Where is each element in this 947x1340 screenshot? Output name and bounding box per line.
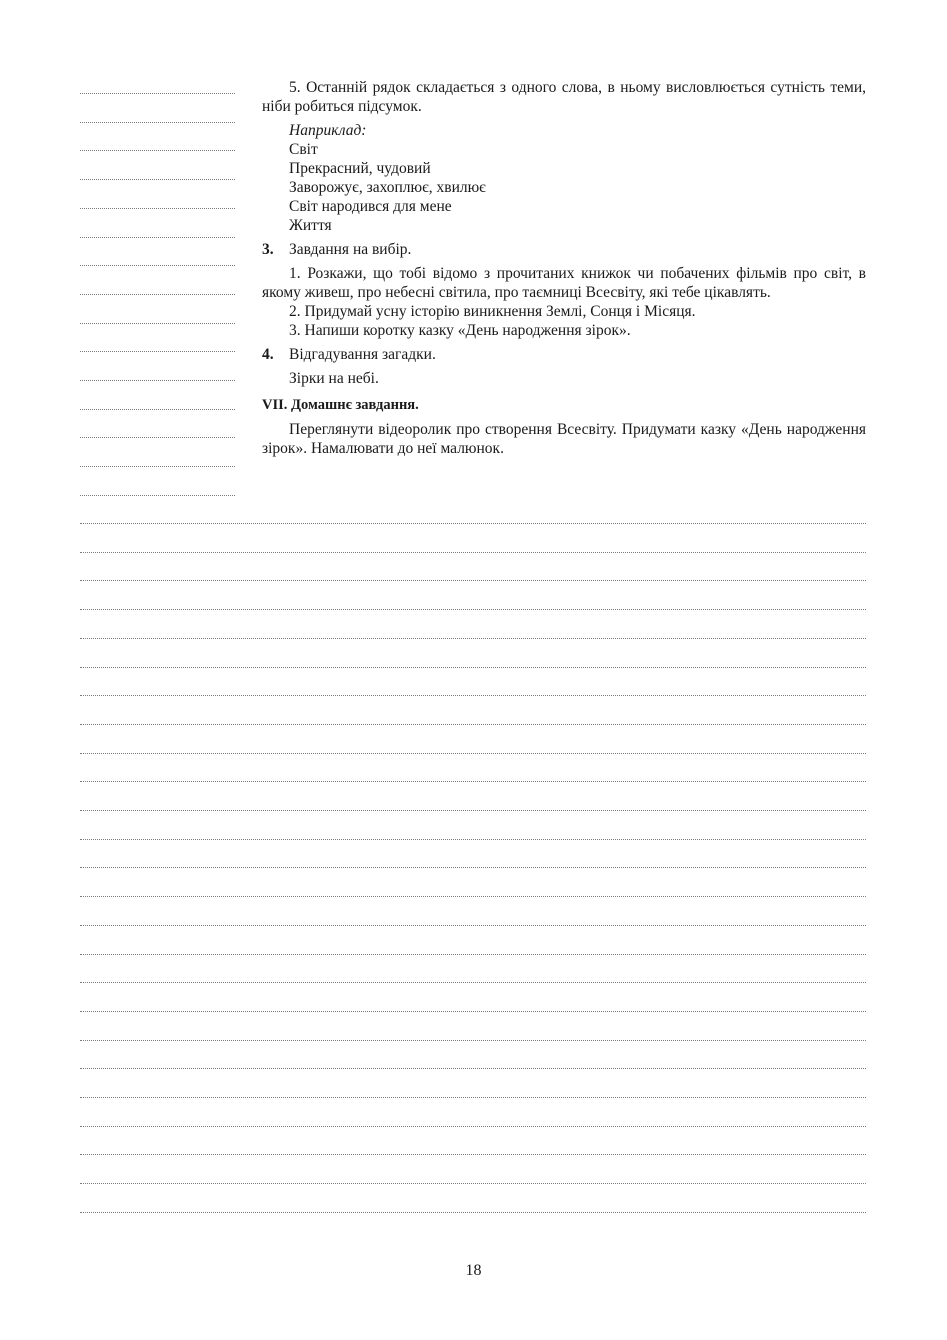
task-3-item: 1. Розкажи, що тобі відомо з прочитаних книжок чи побачених фільмів про світ, в якому живеш, про небесні світила, про таємниці Всесвіту, які тебе цікавлять.	[262, 265, 866, 301]
task-3-title: Завдання на вибір.	[289, 241, 412, 258]
margin-line	[80, 380, 235, 381]
example-line: Світ народився для мене	[289, 198, 452, 215]
margin-line	[80, 466, 235, 467]
margin-line	[80, 351, 235, 352]
writing-line	[80, 925, 866, 926]
task-4-title: Відгадування загадки.	[289, 346, 436, 363]
writing-line	[80, 1097, 866, 1098]
homework-text: Переглянути відеоролик про створення Всесвіту. Придумати казку «День народження зірок». Намалювати до неї малюнок.	[262, 421, 866, 457]
example-label: Наприклад:	[289, 122, 367, 139]
task-3-number: 3.	[262, 241, 274, 258]
task-3-heading	[262, 240, 866, 259]
page-content	[262, 78, 866, 458]
writing-line	[80, 1040, 866, 1041]
writing-line	[80, 982, 866, 983]
writing-line	[80, 580, 866, 581]
example-line: Заворожує, захоплює, хвилює	[289, 179, 486, 196]
page-number: 18	[465, 1262, 482, 1279]
margin-line	[80, 323, 235, 324]
writing-line	[80, 1212, 866, 1213]
writing-line	[80, 609, 866, 610]
margin-line	[80, 93, 235, 94]
writing-line	[80, 1011, 866, 1012]
task-3-item: 3. Напиши коротку казку «День народження зірок».	[289, 322, 631, 339]
writing-line	[80, 552, 866, 553]
example-line: Життя	[289, 217, 332, 234]
example-line: Прекрасний, чудовий	[289, 160, 431, 177]
writing-line	[80, 1126, 866, 1127]
writing-line	[80, 724, 866, 725]
homework-heading: VII. Домашнє завдання.	[262, 397, 419, 413]
writing-line	[80, 896, 866, 897]
writing-line	[80, 954, 866, 955]
writing-line	[80, 867, 866, 868]
margin-line	[80, 237, 235, 238]
task-4-heading	[262, 345, 866, 364]
riddle-answer: Зірки на небі.	[289, 370, 379, 387]
section-5-text: 5. Останній рядок складається з одного слова, в ньому висловлюється сутність теми, ніби робиться підсумок.	[262, 79, 866, 115]
task-3-item: 2. Придумай усну історію виникнення Землі, Сонця і Місяця.	[289, 303, 696, 320]
margin-line	[80, 208, 235, 209]
writing-line	[80, 638, 866, 639]
writing-line	[80, 523, 866, 524]
margin-line	[80, 179, 235, 180]
margin-line	[80, 265, 235, 266]
writing-line	[80, 1068, 866, 1069]
writing-line	[80, 810, 866, 811]
margin-line	[80, 150, 235, 151]
margin-line	[80, 294, 235, 295]
margin-line	[80, 495, 235, 496]
writing-line	[80, 753, 866, 754]
task-4-number: 4.	[262, 346, 274, 363]
writing-line	[80, 1154, 866, 1155]
writing-line	[80, 1183, 866, 1184]
margin-line	[80, 437, 235, 438]
margin-line	[80, 122, 235, 123]
example-line: Світ	[289, 141, 318, 158]
writing-line	[80, 667, 866, 668]
example-block	[262, 121, 866, 235]
writing-line	[80, 781, 866, 782]
margin-line	[80, 409, 235, 410]
writing-line	[80, 695, 866, 696]
writing-line	[80, 839, 866, 840]
